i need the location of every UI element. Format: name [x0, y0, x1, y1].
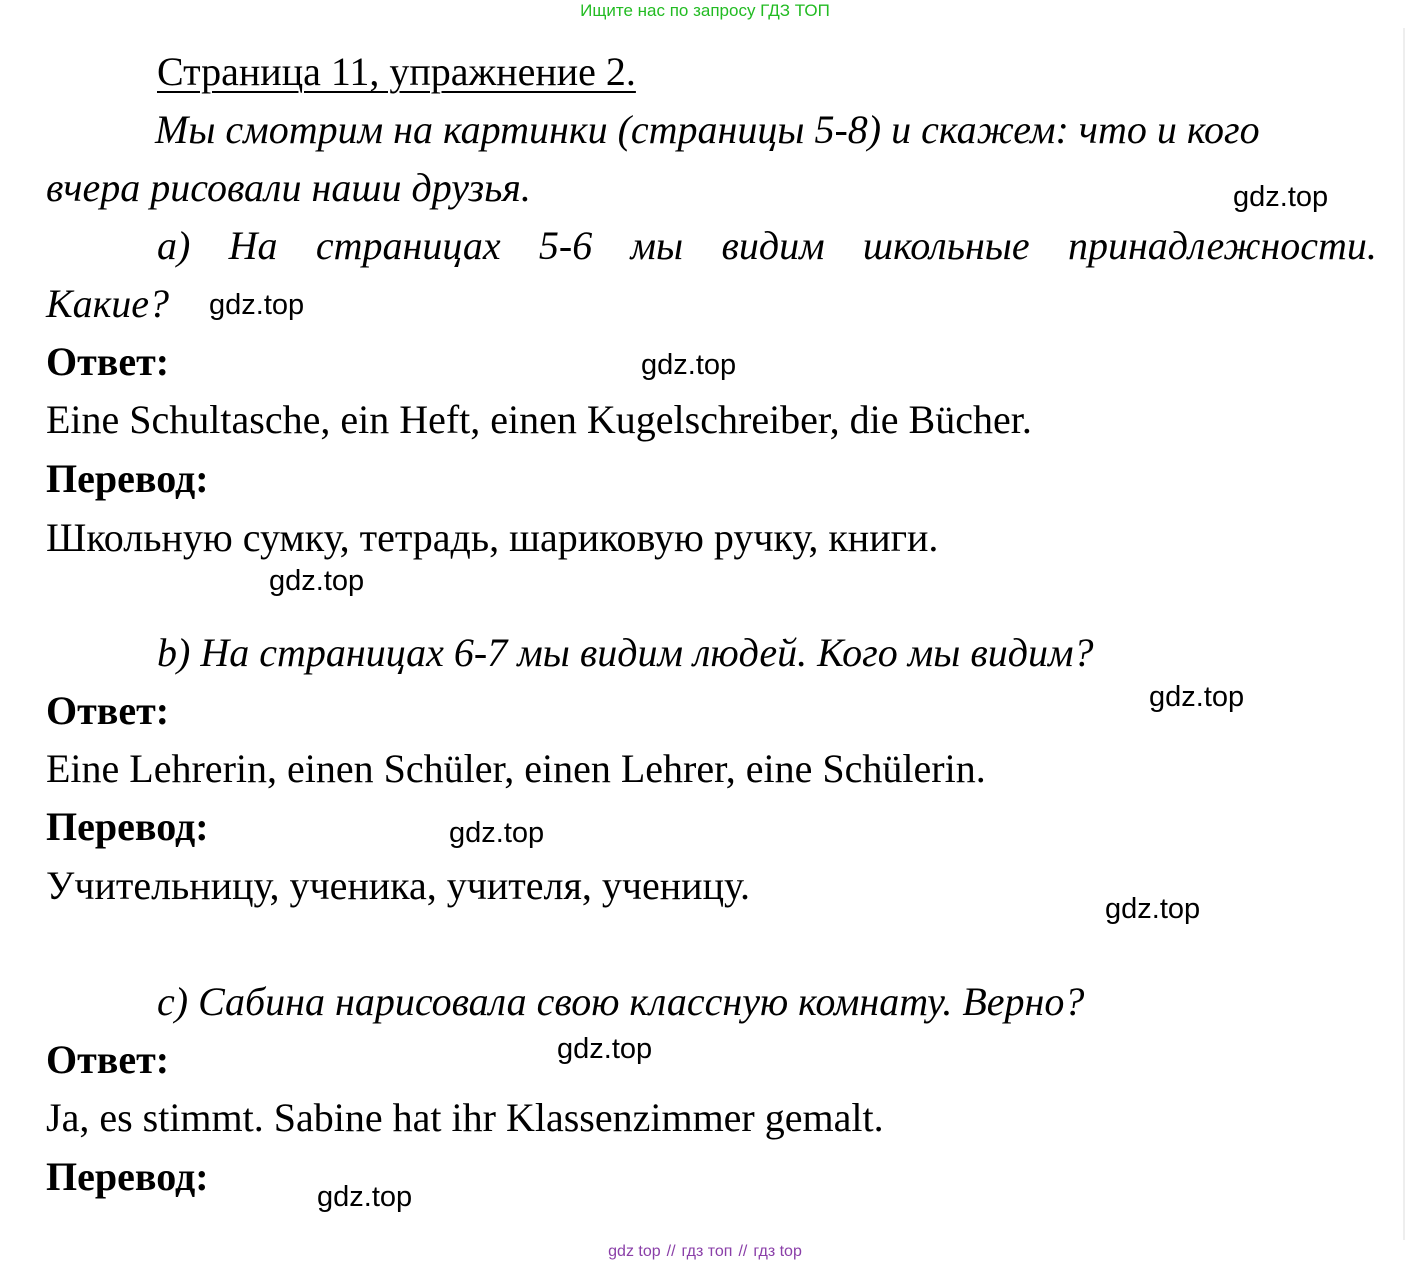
section-b-answer-label: Ответ: — [46, 688, 170, 733]
watermark: gdz.top — [1233, 181, 1329, 213]
section-a-question-line-2: Какие? — [46, 281, 170, 326]
watermark: gdz.top — [209, 289, 305, 321]
section-b-translation-label: Перевод: — [46, 804, 209, 849]
watermark: gdz.top — [641, 349, 737, 381]
footer-item: gdz top — [608, 1243, 661, 1260]
section-b-translation: Учительницу, ученика, учителя, ученицу. — [46, 863, 750, 908]
section-a-word: 5-6 — [538, 223, 593, 268]
watermark: gdz.top — [269, 565, 365, 597]
section-a-question-line-1 — [157, 222, 1377, 269]
section-b-answer: Eine Lehrerin, einen Schüler, einen Lehrer, eine Schülerin. — [46, 746, 986, 791]
intro-line-2: вчера рисовали наши друзья. — [46, 165, 531, 210]
watermark: gdz.top — [1149, 681, 1245, 713]
watermark: gdz.top — [317, 1181, 413, 1213]
section-a-answer: Eine Schultasche, ein Heft, einen Kugelschreiber, die Bücher. — [46, 397, 1032, 442]
section-c-translation-label: Перевод: — [46, 1154, 209, 1199]
section-a-word: принадлежности. — [1067, 223, 1377, 268]
section-c-answer: Ja, es stimmt. Sabine hat ihr Klassenzimmer gemalt. — [46, 1095, 884, 1140]
section-a-word: страницах — [315, 223, 501, 268]
page-edge-rule — [1403, 28, 1405, 1240]
section-a-word: мы — [630, 223, 684, 268]
section-a-word: видим — [721, 223, 825, 268]
section-a-word: а) — [157, 223, 191, 268]
watermark: gdz.top — [557, 1033, 653, 1065]
page-title: Страница 11, упражнение 2. — [157, 49, 636, 94]
footer-separator: // — [738, 1243, 748, 1260]
intro-line-1: Мы смотрим на картинки (страницы 5-8) и скажем: что и кого — [155, 107, 1260, 152]
section-a-translation-label: Перевод: — [46, 456, 209, 501]
section-c-question: с) Сабина нарисовала свою классную комнату. Верно? — [157, 979, 1085, 1024]
watermark: gdz.top — [1105, 893, 1201, 925]
footer-separator: // — [666, 1243, 676, 1260]
section-c-answer-label: Ответ: — [46, 1037, 170, 1082]
bottom-banner — [0, 1241, 1410, 1263]
section-a-answer-label: Ответ: — [46, 339, 170, 384]
section-b-question: b) На страницах 6-7 мы видим людей. Кого мы видим? — [157, 630, 1094, 675]
watermark: gdz.top — [449, 817, 545, 849]
footer-item: гдз top — [753, 1243, 802, 1260]
section-a-translation: Школьную сумку, тетрадь, шариковую ручку, книги. — [46, 515, 939, 560]
top-banner: Ищите нас по запросу ГДЗ ТОП — [580, 1, 830, 20]
section-a-word: На — [228, 223, 278, 268]
section-a-word: школьные — [862, 223, 1030, 268]
footer-item: гдз топ — [681, 1243, 733, 1260]
